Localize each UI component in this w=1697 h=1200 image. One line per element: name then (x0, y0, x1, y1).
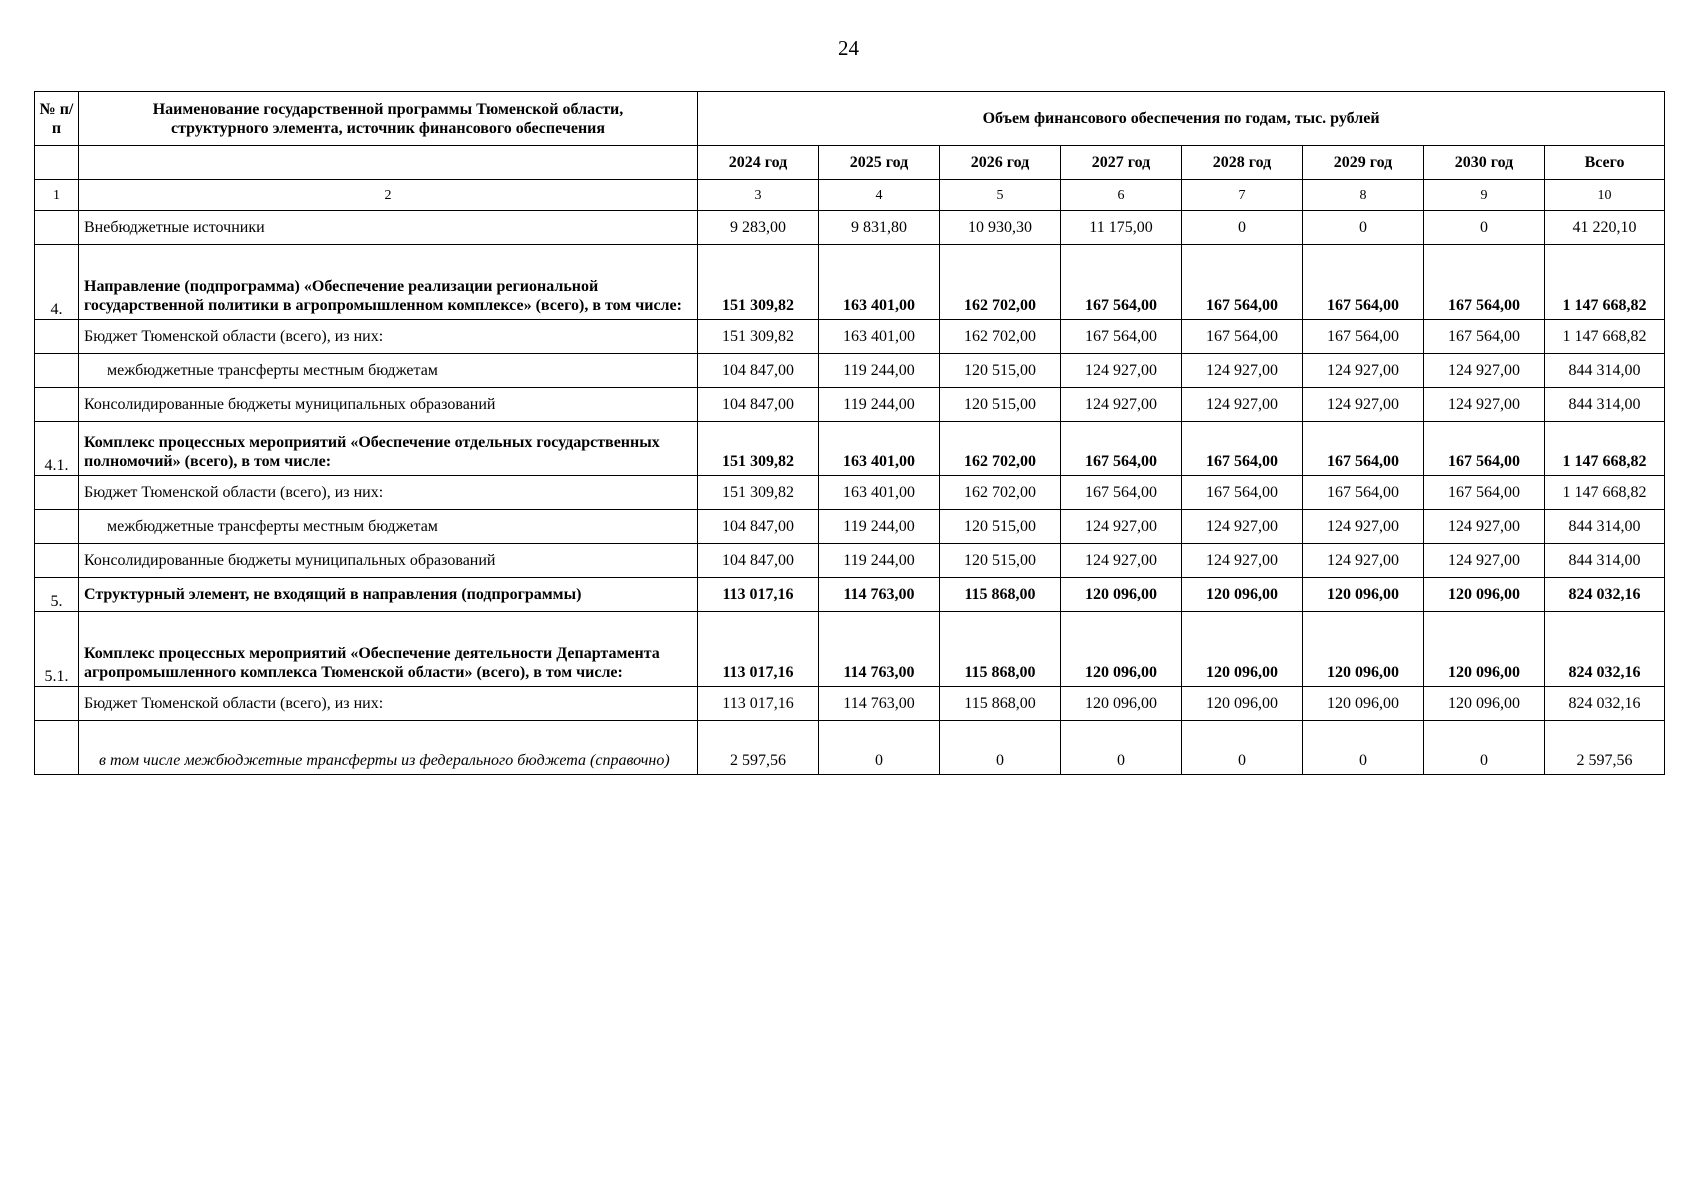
value-2027: 120 096,00 (1061, 612, 1182, 687)
table-row (35, 320, 1665, 354)
row-index (35, 476, 79, 510)
value-2025: 114 763,00 (819, 687, 940, 721)
value-2025: 163 401,00 (819, 320, 940, 354)
value-2029: 120 096,00 (1303, 578, 1424, 612)
value-2030: 120 096,00 (1424, 578, 1545, 612)
header-row (35, 92, 1665, 146)
value-2025: 119 244,00 (819, 354, 940, 388)
value-2029: 120 096,00 (1303, 687, 1424, 721)
value-2024: 113 017,16 (698, 612, 819, 687)
row-index (35, 211, 79, 245)
row-index (35, 687, 79, 721)
row-index (35, 544, 79, 578)
table-row (35, 211, 1665, 245)
value-2030: 120 096,00 (1424, 612, 1545, 687)
row-name: Консолидированные бюджеты муниципальных образований (79, 388, 698, 422)
row-name: Комплекс процессных мероприятий «Обеспечение деятельности Департамента агропромышленного комплекса Тюменской области» (всего), в том числе: (79, 612, 698, 687)
row-index (35, 354, 79, 388)
value-2030: 124 927,00 (1424, 510, 1545, 544)
value-total: 1 147 668,82 (1545, 320, 1665, 354)
col-no-header: № п/п (35, 92, 79, 146)
value-total: 2 597,56 (1545, 721, 1665, 775)
value-2027: 11 175,00 (1061, 211, 1182, 245)
value-2024: 151 309,82 (698, 476, 819, 510)
value-2027: 0 (1061, 721, 1182, 775)
empty-cell (35, 146, 79, 180)
value-2027: 167 564,00 (1061, 422, 1182, 476)
value-2024: 9 283,00 (698, 211, 819, 245)
value-2025: 114 763,00 (819, 578, 940, 612)
row-name: в том числе межбюджетные трансферты из федерального бюджета (справочно) (79, 721, 698, 775)
value-2028: 124 927,00 (1182, 544, 1303, 578)
row-name: межбюджетные трансферты местным бюджетам (79, 510, 698, 544)
value-2024: 113 017,16 (698, 687, 819, 721)
value-2026: 120 515,00 (940, 544, 1061, 578)
value-2026: 162 702,00 (940, 245, 1061, 320)
value-2029: 0 (1303, 211, 1424, 245)
row-name: Внебюджетные источники (79, 211, 698, 245)
value-2030: 124 927,00 (1424, 544, 1545, 578)
value-total: 1 147 668,82 (1545, 476, 1665, 510)
value-2030: 120 096,00 (1424, 687, 1545, 721)
table-row (35, 687, 1665, 721)
value-2026: 120 515,00 (940, 388, 1061, 422)
value-2030: 124 927,00 (1424, 388, 1545, 422)
empty-cell (79, 146, 698, 180)
col-number: 2 (79, 180, 698, 211)
value-2026: 162 702,00 (940, 476, 1061, 510)
row-index (35, 320, 79, 354)
row-index: 5.1. (35, 612, 79, 687)
value-2029: 0 (1303, 721, 1424, 775)
value-2028: 120 096,00 (1182, 687, 1303, 721)
value-2025: 0 (819, 721, 940, 775)
value-2025: 119 244,00 (819, 388, 940, 422)
col-volume-header: Объем финансового обеспечения по годам, тыс. рублей (698, 92, 1665, 146)
value-2029: 124 927,00 (1303, 510, 1424, 544)
table-row (35, 476, 1665, 510)
table-row (35, 354, 1665, 388)
row-index (35, 510, 79, 544)
year-2025-header: 2025 год (819, 146, 940, 180)
value-2029: 124 927,00 (1303, 388, 1424, 422)
value-2027: 124 927,00 (1061, 388, 1182, 422)
total-header: Всего (1545, 146, 1665, 180)
value-2028: 120 096,00 (1182, 612, 1303, 687)
value-2028: 167 564,00 (1182, 422, 1303, 476)
row-name: Бюджет Тюменской области (всего), из них: (79, 320, 698, 354)
value-2029: 167 564,00 (1303, 245, 1424, 320)
value-total: 844 314,00 (1545, 388, 1665, 422)
row-name: Структурный элемент, не входящий в направления (подпрограммы) (79, 578, 698, 612)
value-2026: 120 515,00 (940, 354, 1061, 388)
value-total: 824 032,16 (1545, 612, 1665, 687)
financing-table (34, 91, 1665, 775)
value-2027: 167 564,00 (1061, 245, 1182, 320)
value-2029: 167 564,00 (1303, 422, 1424, 476)
row-name: межбюджетные трансферты местным бюджетам (79, 354, 698, 388)
value-2028: 120 096,00 (1182, 578, 1303, 612)
row-index (35, 388, 79, 422)
year-2030-header: 2030 год (1424, 146, 1545, 180)
col-number: 4 (819, 180, 940, 211)
value-2028: 0 (1182, 211, 1303, 245)
value-2028: 167 564,00 (1182, 476, 1303, 510)
value-2027: 167 564,00 (1061, 476, 1182, 510)
table-row (35, 612, 1665, 687)
value-2027: 124 927,00 (1061, 354, 1182, 388)
col-number: 7 (1182, 180, 1303, 211)
value-2029: 120 096,00 (1303, 612, 1424, 687)
value-2024: 2 597,56 (698, 721, 819, 775)
years-row (35, 146, 1665, 180)
value-2025: 163 401,00 (819, 245, 940, 320)
value-2024: 104 847,00 (698, 354, 819, 388)
col-number: 5 (940, 180, 1061, 211)
value-2027: 120 096,00 (1061, 578, 1182, 612)
value-2030: 167 564,00 (1424, 320, 1545, 354)
table-row (35, 721, 1665, 775)
value-2024: 113 017,16 (698, 578, 819, 612)
value-2029: 124 927,00 (1303, 544, 1424, 578)
row-index: 4. (35, 245, 79, 320)
value-2029: 124 927,00 (1303, 354, 1424, 388)
value-2026: 115 868,00 (940, 687, 1061, 721)
value-2025: 119 244,00 (819, 544, 940, 578)
value-total: 824 032,16 (1545, 687, 1665, 721)
value-2024: 151 309,82 (698, 245, 819, 320)
value-2027: 124 927,00 (1061, 510, 1182, 544)
row-name: Бюджет Тюменской области (всего), из них: (79, 476, 698, 510)
value-2025: 114 763,00 (819, 612, 940, 687)
col-number: 3 (698, 180, 819, 211)
value-2028: 167 564,00 (1182, 320, 1303, 354)
row-name: Консолидированные бюджеты муниципальных образований (79, 544, 698, 578)
table-row (35, 245, 1665, 320)
value-total: 41 220,10 (1545, 211, 1665, 245)
value-2027: 167 564,00 (1061, 320, 1182, 354)
value-2030: 167 564,00 (1424, 245, 1545, 320)
row-name: Комплекс процессных мероприятий «Обеспечение отдельных государственных полномочий» (всего), в том числе: (79, 422, 698, 476)
table-row (35, 422, 1665, 476)
table-row (35, 578, 1665, 612)
table-row (35, 510, 1665, 544)
value-2025: 163 401,00 (819, 422, 940, 476)
value-2028: 124 927,00 (1182, 388, 1303, 422)
col-number: 1 (35, 180, 79, 211)
value-total: 824 032,16 (1545, 578, 1665, 612)
value-2030: 124 927,00 (1424, 354, 1545, 388)
row-index: 5. (35, 578, 79, 612)
value-total: 844 314,00 (1545, 510, 1665, 544)
value-total: 844 314,00 (1545, 354, 1665, 388)
col-number: 9 (1424, 180, 1545, 211)
row-index: 4.1. (35, 422, 79, 476)
value-2024: 104 847,00 (698, 544, 819, 578)
col-number: 8 (1303, 180, 1424, 211)
value-2028: 124 927,00 (1182, 354, 1303, 388)
value-2026: 162 702,00 (940, 320, 1061, 354)
value-2026: 115 868,00 (940, 612, 1061, 687)
value-total: 844 314,00 (1545, 544, 1665, 578)
value-2028: 0 (1182, 721, 1303, 775)
value-2028: 167 564,00 (1182, 245, 1303, 320)
value-2026: 115 868,00 (940, 578, 1061, 612)
value-2025: 119 244,00 (819, 510, 940, 544)
col-number: 10 (1545, 180, 1665, 211)
page-number: 24 (838, 36, 859, 60)
value-2027: 124 927,00 (1061, 544, 1182, 578)
value-2026: 10 930,30 (940, 211, 1061, 245)
value-total: 1 147 668,82 (1545, 245, 1665, 320)
col-name-header: Наименование государственной программы Тюменской области, структурного элемента, источник финансового обеспечения (79, 92, 698, 146)
year-2026-header: 2026 год (940, 146, 1061, 180)
value-2029: 167 564,00 (1303, 320, 1424, 354)
column-numbers-row (35, 180, 1665, 211)
value-total: 1 147 668,82 (1545, 422, 1665, 476)
value-2024: 104 847,00 (698, 510, 819, 544)
value-2024: 151 309,82 (698, 422, 819, 476)
row-name: Направление (подпрограмма) «Обеспечение реализации региональной государственной политики в агропромышленном комплексе» (всего), в том числе: (79, 245, 698, 320)
year-2024-header: 2024 год (698, 146, 819, 180)
value-2024: 104 847,00 (698, 388, 819, 422)
value-2025: 9 831,80 (819, 211, 940, 245)
value-2030: 167 564,00 (1424, 476, 1545, 510)
value-2026: 162 702,00 (940, 422, 1061, 476)
value-2030: 0 (1424, 211, 1545, 245)
value-2025: 163 401,00 (819, 476, 940, 510)
year-2028-header: 2028 год (1182, 146, 1303, 180)
col-number: 6 (1061, 180, 1182, 211)
row-name: Бюджет Тюменской области (всего), из них: (79, 687, 698, 721)
row-index (35, 721, 79, 775)
year-2029-header: 2029 год (1303, 146, 1424, 180)
year-2027-header: 2027 год (1061, 146, 1182, 180)
value-2026: 120 515,00 (940, 510, 1061, 544)
table-row (35, 544, 1665, 578)
value-2030: 0 (1424, 721, 1545, 775)
table-row (35, 388, 1665, 422)
value-2024: 151 309,82 (698, 320, 819, 354)
value-2026: 0 (940, 721, 1061, 775)
value-2030: 167 564,00 (1424, 422, 1545, 476)
value-2029: 167 564,00 (1303, 476, 1424, 510)
value-2028: 124 927,00 (1182, 510, 1303, 544)
value-2027: 120 096,00 (1061, 687, 1182, 721)
